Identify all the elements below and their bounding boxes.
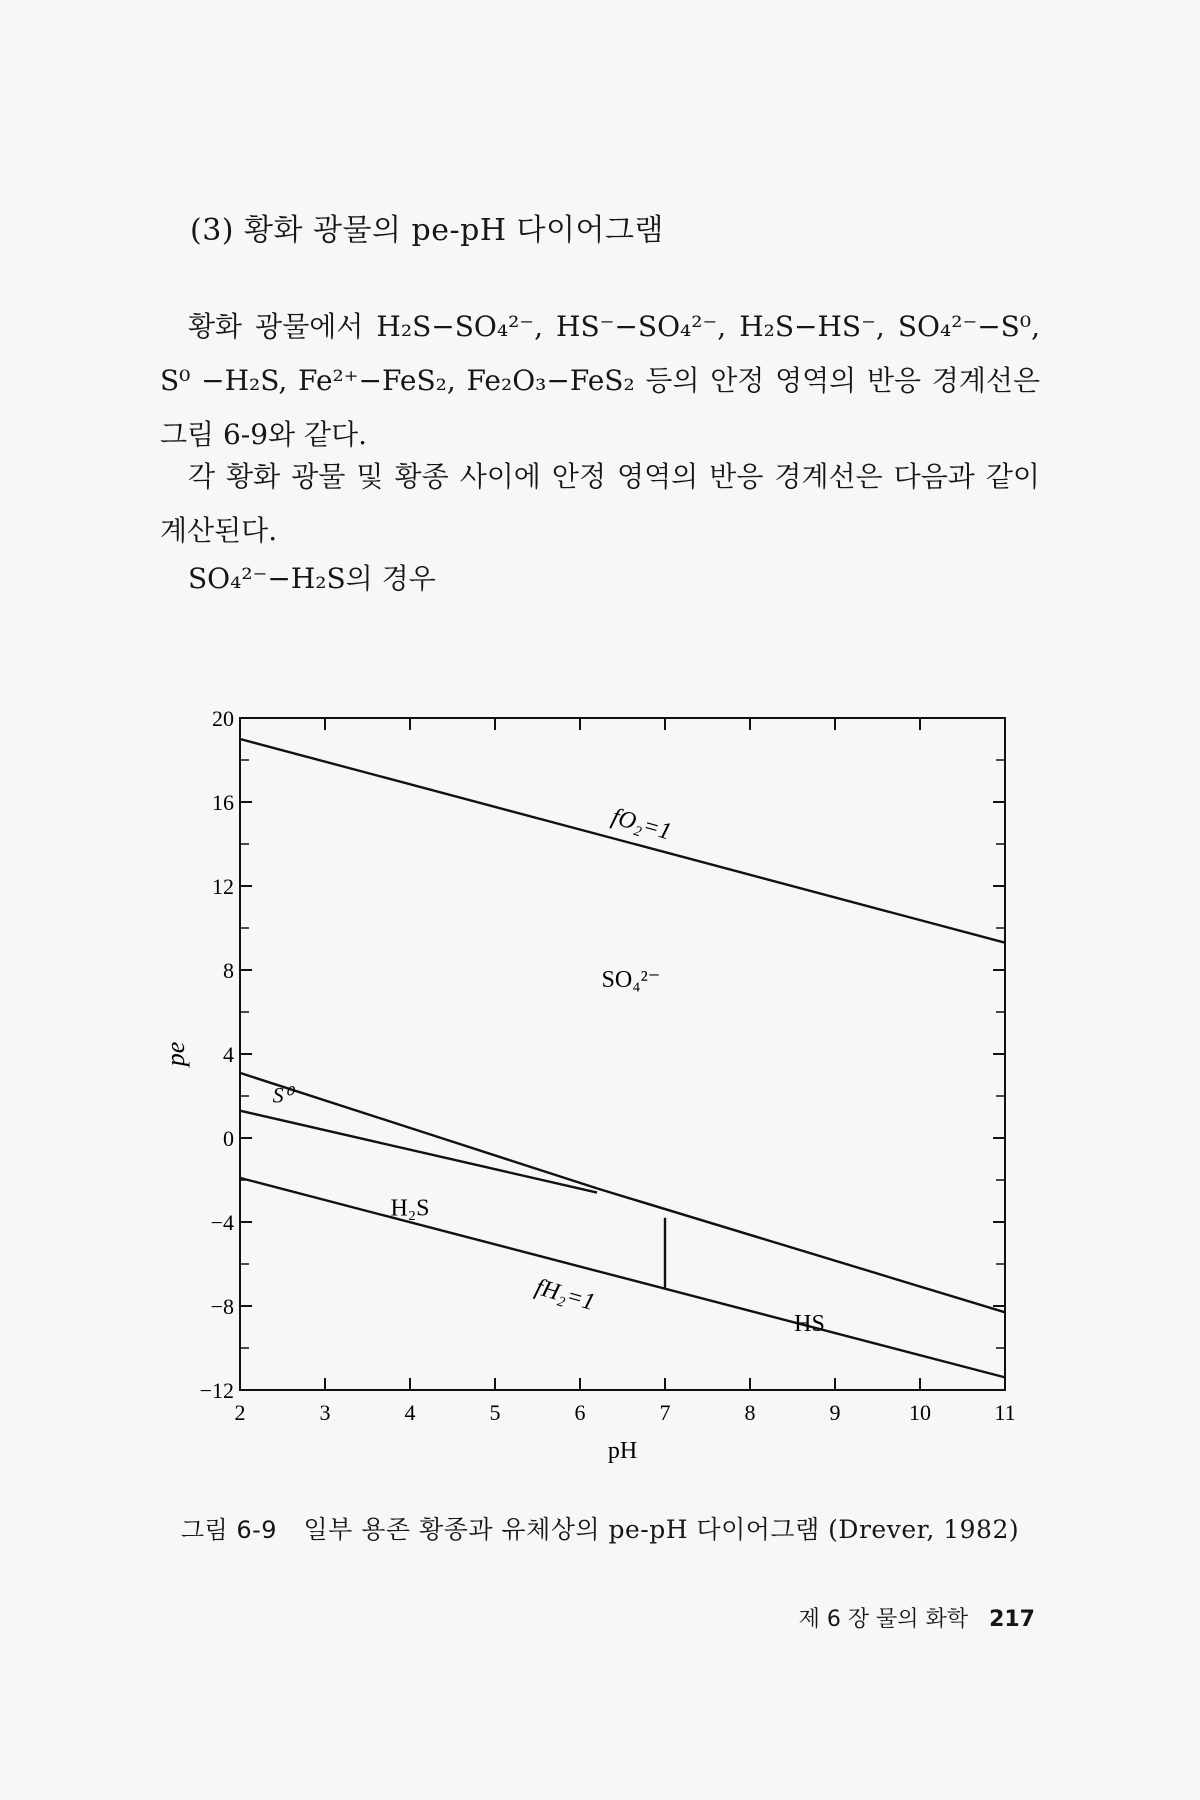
pe-ph-figure (0, 680, 1200, 1500)
y-tick-label: −4 (210, 1210, 234, 1235)
y-tick-label: −12 (199, 1378, 234, 1403)
section-heading (190, 205, 664, 249)
x-tick-label: 10 (909, 1400, 931, 1425)
line-label-fh2: fH₂=1 (532, 1274, 598, 1316)
figure-caption (0, 1510, 1200, 1546)
chapter-title: 제 6 장 물의 화학 (798, 1607, 969, 1632)
page-number: 217 (989, 1607, 1035, 1632)
section-title: 황화 광물의 pe-pH 다이어그램 (244, 213, 664, 248)
boundary-line (240, 1111, 597, 1193)
x-tick-label: 11 (994, 1400, 1016, 1425)
line-label-fo2: fO₂=1 (608, 803, 675, 846)
paragraph-2: 각 황화 광물 및 황종 사이에 안정 영역의 반응 경계선은 다음과 같이 계산된다. (160, 460, 1040, 547)
x-tick-label: 4 (404, 1400, 416, 1425)
paragraph-3: SO₄²⁻−H₂S의 경우 (188, 562, 436, 595)
boundary-line (240, 1073, 597, 1189)
caption-text: 일부 용존 황종과 유체상의 pe-pH 다이어그램 (Drever, 1982) (303, 1515, 1020, 1544)
x-axis-label: pH (607, 1438, 638, 1464)
y-tick-label: 8 (223, 958, 234, 983)
y-tick-label: 0 (223, 1126, 234, 1151)
y-tick-label: −8 (210, 1294, 234, 1319)
region-label-hs: HS (794, 1311, 825, 1338)
x-tick-label: 8 (744, 1400, 756, 1425)
y-tick-label: 16 (212, 790, 234, 815)
x-tick-label: 2 (234, 1400, 246, 1425)
y-axis-label: pe (161, 1041, 190, 1067)
boundary-line (597, 1188, 1005, 1312)
x-tick-label: 3 (319, 1400, 331, 1425)
y-tick-label: 12 (212, 874, 234, 899)
x-tick-label: 6 (574, 1400, 586, 1425)
region-label-h2s: H₂S (390, 1195, 430, 1222)
x-tick-label: 7 (659, 1400, 671, 1425)
x-tick-label: 9 (829, 1400, 841, 1425)
y-tick-label: 20 (212, 706, 234, 731)
section-number: (3) (190, 213, 234, 248)
caption-label: 그림 6-9 (180, 1516, 278, 1544)
region-label-s0: S⁰ (272, 1082, 293, 1108)
x-tick-label: 5 (489, 1400, 501, 1425)
region-label-so4: SO₄²⁻ (601, 966, 661, 993)
y-tick-label: 4 (223, 1042, 234, 1067)
paragraph-1: 황화 광물에서 H₂S−SO₄²⁻, HS⁻−SO₄²⁻, H₂S−HS⁻, SO₄²⁻−S⁰, S⁰ −H₂S, Fe²⁺−FeS₂, Fe₂O₃−FeS₂ 등의 안정 영역의 반응 경계선은 그림 6-9와 같다. (160, 310, 1040, 451)
page-footer (799, 1602, 1035, 1633)
boundary-line (240, 739, 1005, 943)
pe-ph-chart (0, 680, 1200, 1500)
